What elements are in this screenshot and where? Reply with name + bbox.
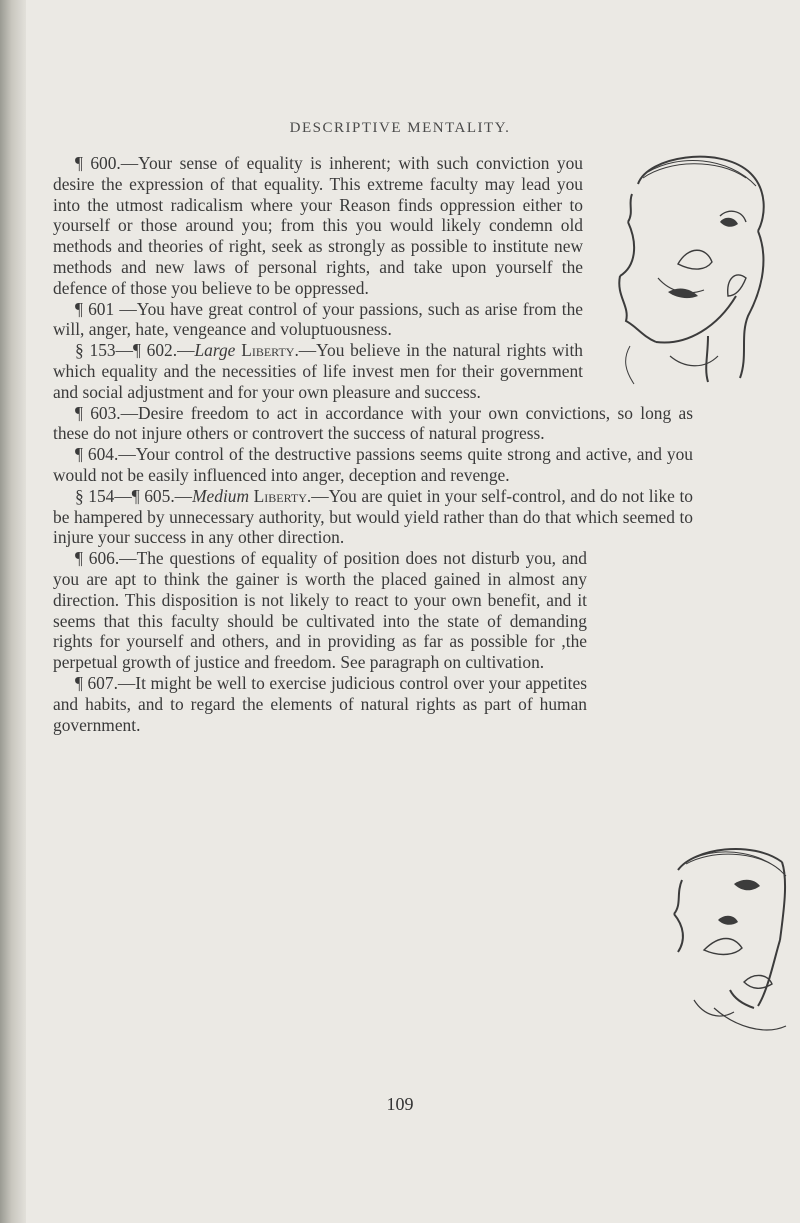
- running-head: DESCRIPTIVE MENTALITY.: [289, 120, 511, 136]
- paragraph-605-emph: Medium: [192, 485, 250, 506]
- body-text: [53, 153, 693, 735]
- page-number: 109: [386, 1094, 414, 1114]
- head-profile-medium-liberty-icon: [664, 840, 792, 1040]
- paragraph-602-emph: Large: [194, 340, 236, 361]
- head-profile-large-liberty-icon: [608, 146, 778, 386]
- paragraph-605-prefix: § 154—¶ 605.—: [75, 485, 193, 506]
- paragraph-607: ¶ 607.—It might be well to exercise judicious control over your appetites and habits, and to regard the elements of natural rights as part of human government.: [53, 672, 587, 735]
- paragraph-601: ¶ 601 —You have great control of your passions, such as arise from the will, anger, hate, vengeance and voluptuousness.: [53, 298, 583, 340]
- paragraph-606: ¶ 606.—The questions of equality of position does not disturb you, and you are apt to think the gainer is worth the placed gained in almost any direction. This disposition is not likely to react to your own benefit, and it seems that this faculty should be cultivated into the state of demanding rights for yourself and others, and in providing as far as possible for ,the perpetual growth of justice and freedom. See paragraph on cultivation.: [53, 548, 587, 673]
- paragraph-602-text: .—You believe in the natural rights with which equality and the necessities of life invest men for their government and social adjustment and for your own pleasure and success.: [53, 340, 583, 402]
- paragraph-605-text: .—You are quiet in your self-control, and do not like to be hampered by unnecessary authority, but would yield rather than do that which seemed to injure your success in any other direction.: [53, 485, 693, 548]
- page-binding-shadow: [0, 0, 26, 1223]
- paragraph-603: ¶ 603.—Desire freedom to act in accordance with your own convictions, so long as these do not injure others or controvert the success of natural progress.: [53, 402, 693, 444]
- paragraph-602-prefix: § 153—¶ 602.—: [75, 340, 195, 361]
- paragraph-604: ¶ 604.—Your control of the destructive passions seems quite strong and active, and you would not be easily influenced into anger, deception and revenge.: [53, 444, 693, 485]
- paragraph-602-label: Liberty: [241, 340, 295, 361]
- paragraph-605-label: Liberty: [253, 485, 307, 506]
- paragraph-600: ¶ 600.—Your sense of equality is inherent; with such conviction you desire the expression of that equality. This extreme faculty may lead you into the utmost radicalism where your Reason finds oppression either to yourself or those around you; from this you would likely condemn old methods and theories of right, seek as strongly as possible to institute new methods and new laws of personal rights, and take upon yourself the defence of those you believe to be oppressed.: [53, 153, 583, 298]
- illustration-space-2: [595, 518, 707, 723]
